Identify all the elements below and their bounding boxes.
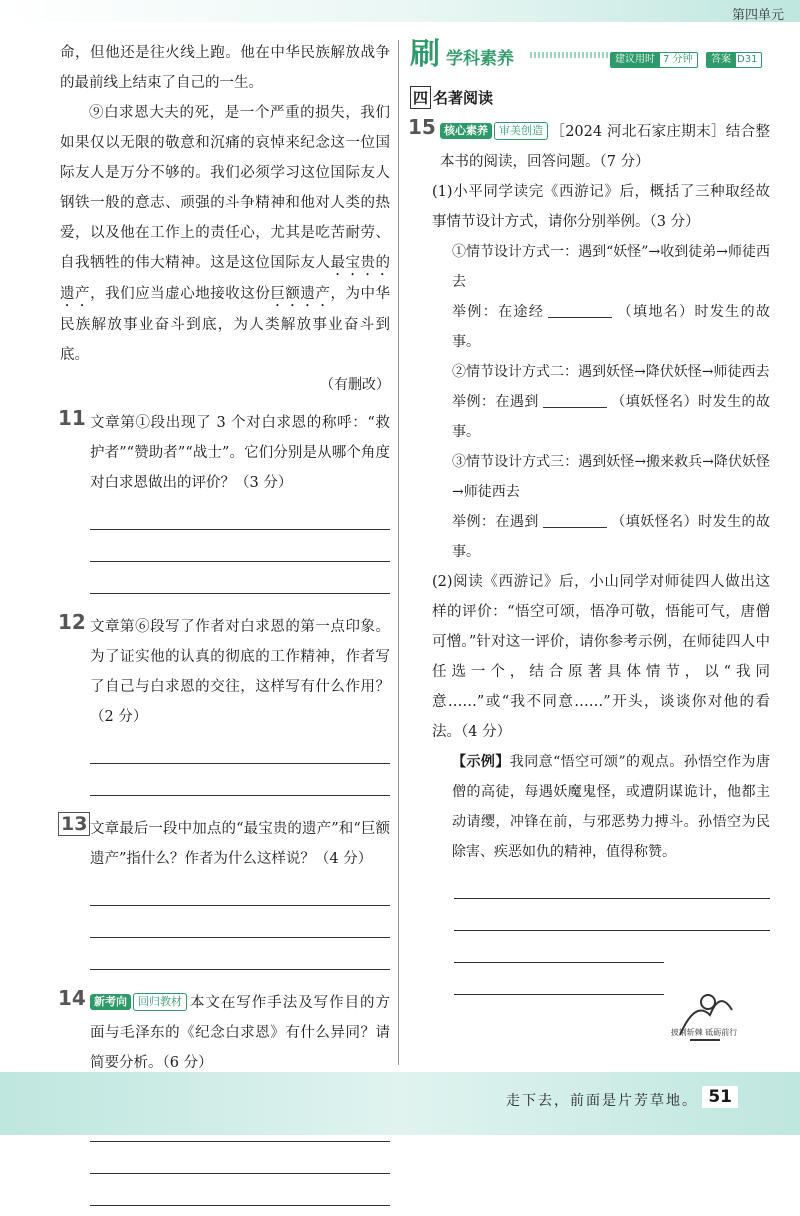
example-paragraph bbox=[452, 747, 770, 867]
return-textbook-badge: 回归教材 bbox=[133, 993, 187, 1011]
question-text: 文章第⑥段写了作者对白求恩的第一点印象。为了证实他的认真的彻底的工作精神，作者写了自己与白求恩的交往，这样写有什么作用？（2 分） bbox=[90, 619, 390, 725]
decorative-stripes bbox=[530, 52, 610, 58]
answer-line[interactable] bbox=[90, 529, 390, 530]
example-text: 举例：在遇到 bbox=[452, 394, 539, 410]
dotted-phrase-2: 巨额遗产 bbox=[270, 286, 331, 302]
section-heading bbox=[410, 86, 770, 109]
example-text: （填妖怪名）时发生的故事。 bbox=[452, 394, 771, 440]
mascot-icon bbox=[670, 980, 740, 1050]
source-note: （有删改） bbox=[320, 377, 390, 393]
subquestion-1: (1)小平同学读完《西游记》后，概括了三种取经故事情节设计方式，请你分别举例。（3 分） bbox=[432, 184, 770, 230]
passage-text: ⑨白求恩大夫的死，是一个严重的损失，我们如果仅以无限的敬意和沉痛的哀悼来纪念这一位国际友人是万分不够的。我们必须学习这位国际友人钢铁一般的意志、顽强的斗争精神和他对人类的热爱，以及他在工作上的责任心，尤其是吃苦耐劳、自我牺牲的伟大精神。这是这位国际友人 bbox=[60, 105, 390, 271]
answer-line[interactable] bbox=[90, 905, 390, 906]
answer-line[interactable] bbox=[90, 1205, 390, 1206]
answer-line[interactable] bbox=[90, 763, 390, 764]
subquestion-2: (2)阅读《西游记》后，小山同学对师徒四人做出这样的评价：“悟空可颂，悟净可敬，悟能可气，唐僧可憎。”针对这一评价，请你参考示例，在师徒四人中任选一个，结合原著具体情节，以“我同意……”或“我不同意……”开头，谈谈你对他的看法。（4 分） bbox=[432, 574, 770, 740]
question-text: 文章第①段出现了 3 个对白求恩的称呼：“救护者”“赞助者”“战士”。它们分别是从哪个角度对白求恩做出的评价？（3 分） bbox=[90, 415, 390, 491]
question-number: 15 bbox=[408, 115, 436, 139]
brand-banner bbox=[410, 38, 770, 72]
answer-line[interactable] bbox=[90, 593, 390, 594]
answer-line[interactable] bbox=[454, 962, 664, 963]
new-direction-badge: 新考向 bbox=[90, 994, 131, 1010]
question-13 bbox=[60, 814, 390, 980]
method-1: ①情节设计方式一：遇到“妖怪”→收到徒弟→师徒西去 bbox=[452, 244, 770, 290]
column-divider bbox=[398, 40, 399, 1065]
passage-paragraph-9 bbox=[60, 98, 390, 370]
example-text: （填妖怪名）时发生的故事。 bbox=[452, 514, 771, 560]
answer-line[interactable] bbox=[90, 561, 390, 562]
answer-label: 答案 bbox=[706, 52, 736, 68]
answer-line[interactable] bbox=[90, 795, 390, 796]
method-2: ②情节设计方式二：遇到妖怪→降伏妖怪→师徒西去 bbox=[452, 364, 770, 380]
question-text bbox=[440, 117, 770, 177]
blank-place-name[interactable] bbox=[548, 303, 612, 318]
blank-monster-name[interactable] bbox=[543, 393, 607, 408]
question-number: 12 bbox=[58, 610, 86, 634]
footer-band bbox=[0, 1072, 800, 1135]
question-text: 文章最后一段中加点的“最宝贵的遗产”和“巨额遗产”指什么？作者为什么这样说？（4 分） bbox=[90, 821, 390, 867]
question-number: 11 bbox=[58, 406, 86, 430]
blank-monster-name[interactable] bbox=[543, 513, 607, 528]
dotted-phrase-1: 最宝贵的遗产 bbox=[60, 255, 391, 302]
example-body: 我同意“悟空可颂”的观点。孙悟空作为唐僧的高徒，每遇妖魔鬼怪，或遭阴谋诡计，他都主动请缨，冲锋在前，与邪恶势力搏斗。孙悟空为民除害、疾恶如仇的精神，值得称赞。 bbox=[452, 754, 770, 860]
core-literacy-badge: 核心素养 bbox=[440, 123, 492, 139]
section-number: 四 bbox=[410, 86, 431, 109]
answer-line[interactable] bbox=[90, 1173, 390, 1174]
footer-motto: 走下去，前面是片芳草地。 bbox=[506, 1093, 698, 1109]
question-text bbox=[90, 988, 390, 1078]
time-value: 7 分钟 bbox=[658, 52, 698, 68]
brand-logo: 刷 bbox=[410, 37, 440, 72]
question-number: 14 bbox=[58, 986, 86, 1010]
left-column bbox=[60, 38, 390, 1216]
passage-text: ，我们应当虚心地接收这份 bbox=[90, 286, 271, 302]
example-text: 举例：在途经 bbox=[452, 304, 545, 320]
right-column bbox=[410, 38, 770, 995]
example-text: 举例：在遇到 bbox=[452, 514, 539, 530]
unit-tag: 第四单元 bbox=[731, 8, 784, 23]
answer-line[interactable] bbox=[90, 937, 390, 938]
example-1 bbox=[452, 297, 770, 357]
method-3: ③情节设计方式三：遇到妖怪→搬来救兵→降伏妖怪→师徒西去 bbox=[452, 454, 770, 500]
example-label: 【示例】 bbox=[452, 754, 510, 770]
passage-text: ，为中华民族解放事业奋斗到底，为人类解放事业奋斗到底。 bbox=[60, 286, 391, 363]
question-15 bbox=[410, 117, 770, 995]
answer-page: D31 bbox=[732, 52, 762, 68]
example-text: （填地名）时发生的故事。 bbox=[452, 304, 770, 350]
example-3 bbox=[452, 507, 770, 567]
example-2 bbox=[452, 387, 770, 447]
top-band bbox=[0, 0, 800, 22]
question-number: 13 bbox=[58, 812, 90, 836]
time-label: 建议用时 bbox=[610, 52, 660, 68]
brand-title: 学科素养 bbox=[446, 49, 514, 69]
answer-line[interactable] bbox=[90, 1141, 390, 1142]
mascot-caption: 披荆斩棘 砥砺前行 bbox=[670, 1028, 738, 1037]
page-number: 51 bbox=[702, 1086, 738, 1108]
question-body: 本文在写作手法及写作目的方面与毛泽东的《纪念白求恩》有什么异同？请简要分析。（6 分） bbox=[90, 995, 390, 1071]
answer-line[interactable] bbox=[454, 898, 770, 899]
question-intro: ［2024 河北石家庄期末］结合整本书的阅读，回答问题。（7 分） bbox=[440, 124, 770, 170]
passage-paragraph-1: 命，但他还是往火线上跑。他在中华民族解放战争的最前线上结束了自己的一生。 bbox=[60, 45, 390, 91]
answer-line[interactable] bbox=[454, 994, 664, 995]
section-title: 名著阅读 bbox=[433, 89, 494, 107]
question-12 bbox=[60, 612, 390, 806]
answer-line[interactable] bbox=[454, 930, 770, 931]
answer-line[interactable] bbox=[90, 969, 390, 970]
question-11 bbox=[60, 408, 390, 604]
aesthetic-badge: 审美创造 bbox=[494, 122, 548, 140]
